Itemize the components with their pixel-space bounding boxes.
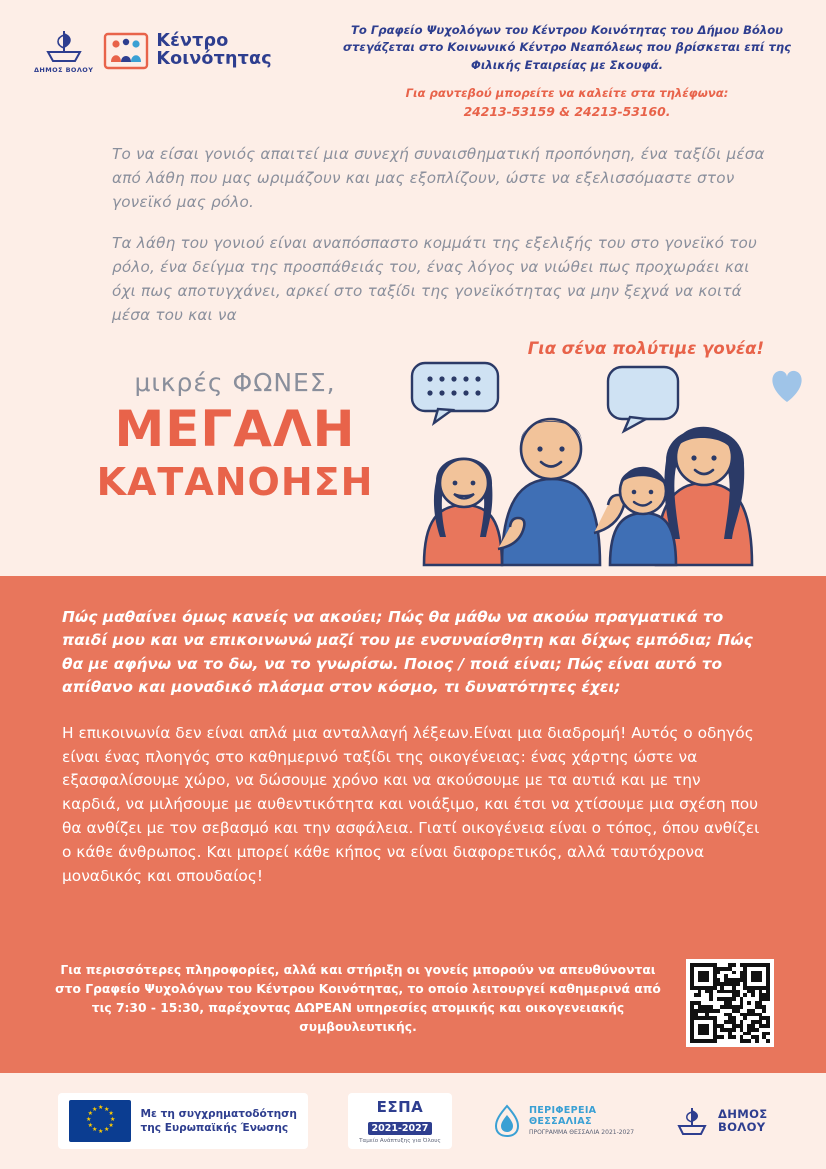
eu-cofunding-badge <box>58 1093 307 1149</box>
eu-line-1: Με τη συγχρηματοδότηση <box>140 1107 297 1120</box>
hero-tagline: Για σένα πολύτιμε γονέα! <box>527 339 764 359</box>
kentro-koinotitas-logo <box>103 28 272 72</box>
logo-group <box>34 16 324 74</box>
family-illustration <box>394 353 814 568</box>
perifereia-line-1: ΠΕΡΙΦΕΡΕΙΑ <box>528 1105 597 1117</box>
hero-title <box>70 369 400 506</box>
dimos-line-2: ΒΟΛΟΥ <box>718 1120 766 1134</box>
perifereia-subtitle: ΠΡΟΓΡΑΜΜΑ ΘΕΣΣΑΛΙΑ 2021-2027 <box>528 1129 635 1137</box>
espa-logo <box>348 1093 452 1149</box>
hero-title-line1: μικρές ΦΩΝΕΣ, <box>134 368 336 398</box>
perifereia-mark-icon <box>492 1104 522 1138</box>
speech-bubble-right <box>608 367 678 431</box>
dimos-volou-footer-logo <box>674 1104 768 1138</box>
footer-logos-bar <box>0 1073 826 1169</box>
office-address-text: Το Γραφείο Ψυχολόγων του Κέντρου Κοινότητας του Δήμου Βόλου στεγάζεται στο Κοινωνικό Κέντρο Νεαπόλεως που βρίσκεται επί της Φιλικής Εταιρείας με Σκουφά. <box>342 23 791 72</box>
questions-paragraph: Πώς μαθαίνει όμως κανείς να ακούει; Πώς θα μάθω να ακούω πραγματικά το παιδί μου και να επικοινωνώ μαζί του με ενσυναίσθητη και δίχως εμπόδια; Πώς θα με αφήνω να το δω, να το γνωρίσω. Ποιος / ποιά είναι; Πώς είναι αυτό το απίθανο και μοναδικό πλάσμα στον κόσμο, τι δυνατότητες έχει; <box>62 608 753 697</box>
main-orange-panel <box>0 576 826 1073</box>
hero-section <box>0 333 826 573</box>
dimos-line-1: ΔΗΜΟΣ <box>718 1107 768 1122</box>
espa-subtitle: Ταμείο Ανάπτυξης για Όλους <box>359 1138 441 1144</box>
ship-icon <box>674 1104 710 1138</box>
header <box>0 0 826 120</box>
qr-code-pattern <box>690 963 770 1043</box>
ship-icon <box>42 26 86 66</box>
intro-paragraph-1: Το να είσαι γονιός απαιτεί μια συνεχή συναισθηματική προπόνηση, ένα ταξίδι μέσα από λάθη που μας ωριμάζουν και μας εξοπλίζουν, ώστε να εξελισσόμαστε στον γονεϊκό μας ρόλο. <box>112 144 765 211</box>
father-figure <box>502 419 624 565</box>
intro-section <box>0 120 826 327</box>
perifereia-text <box>529 1105 634 1137</box>
perifereia-thessalias-logo <box>492 1104 634 1138</box>
hero-title-line2: ΜΕΓΑΛΗ <box>114 399 356 458</box>
dimos-volou-caption: ΔΗΜΟΣ ΒΟΛΟΥ <box>34 66 94 74</box>
family-mark-icon <box>103 28 149 72</box>
appointment-text: Για ραντεβού μπορείτε να καλείτε στα τηλέφωνα: <box>405 86 729 101</box>
dimos-volou-footer-text <box>718 1108 768 1134</box>
body-paragraph: Η επικοινωνία δεν είναι απλά μια ανταλλαγή λέξεων.Είναι μια διαδρομή! Αυτός ο οδηγός είναι ένας πλοηγός στο καθημερινό ταξίδι της οικογένειας: ένας χάρτης ώστε να εξασφαλίσουμε χώρο, να δώσουμε χρόνο και να ακούσουμε με τα αυτιά και με την καρδιά, να μιλήσουμε με αυθεντικότητα και νοιάξιμο, και έτσι να χτίσουμε μια σχέση που θα ανθίζει με τον σεβασμό και την ασφάλεια. Γιατί οικογένεια είναι ο τόπος, όπου ανθίζει ο κάθε άνθρωπος. Και μπορεί κάθε κήπος να είναι διαφορετικός, αλλά ταυτόχρονα μοναδικός και σπουδαίος! <box>62 723 760 885</box>
perifereia-line-2: ΘΕΣΣΑΛΙΑΣ <box>528 1116 592 1128</box>
eu-cofunding-text <box>140 1107 296 1136</box>
hero-title-line3: ΚΑΤΑΝΟΗΣΗ <box>96 460 374 505</box>
header-contact-block <box>342 16 792 120</box>
kentro-koinotitas-text <box>156 32 272 69</box>
qr-code[interactable] <box>686 959 774 1047</box>
espa-title: ΕΣΠΑ <box>376 1098 424 1116</box>
speech-bubble-left <box>412 363 498 423</box>
kentro-line1: Κέντρο <box>156 30 229 51</box>
eu-flag-icon: ★ ★ ★ ★ ★ ★ ★ ★ ★ ★ ★ ★ <box>69 1100 131 1142</box>
espa-years: 2021-2027 <box>368 1122 433 1135</box>
dimos-volou-logo <box>34 26 93 74</box>
phone-numbers: 24213-53159 & 24213-53160. <box>463 103 671 119</box>
intro-paragraph-2: Τα λάθη του γονιού είναι αναπόσπαστο κομμάτι της εξελιξής του στο γονεϊκό του ρόλο, ένα δείγμα της προσπάθειάς του, ένας λόγος να νιώθει πως προχωράει και όχι πως αποτυγχάνει, αρκεί στο ταξίδι της γονεϊκότητας να μην ξεχνά να κοιτά μέσα του και να <box>112 233 757 325</box>
eu-line-2: της Ευρωπαϊκής Ένωσης <box>140 1122 289 1134</box>
kentro-line2: Κοινότητας <box>156 49 272 70</box>
more-info-note: Για περισσότερες πληροφορίες, αλλά και στήριξη οι γονείς μπορούν να απευθύνονται στο Γραφείο Ψυχολόγων του Κέντρου Κοινότητας, το οποίο λειτουργεί καθημερινά από τις 7:30 - 15:30, παρέχοντας ΔΩΡΕΑΝ υπηρεσίες ατομικής και οικογενειακής συμβουλευτικής. <box>55 962 661 1034</box>
